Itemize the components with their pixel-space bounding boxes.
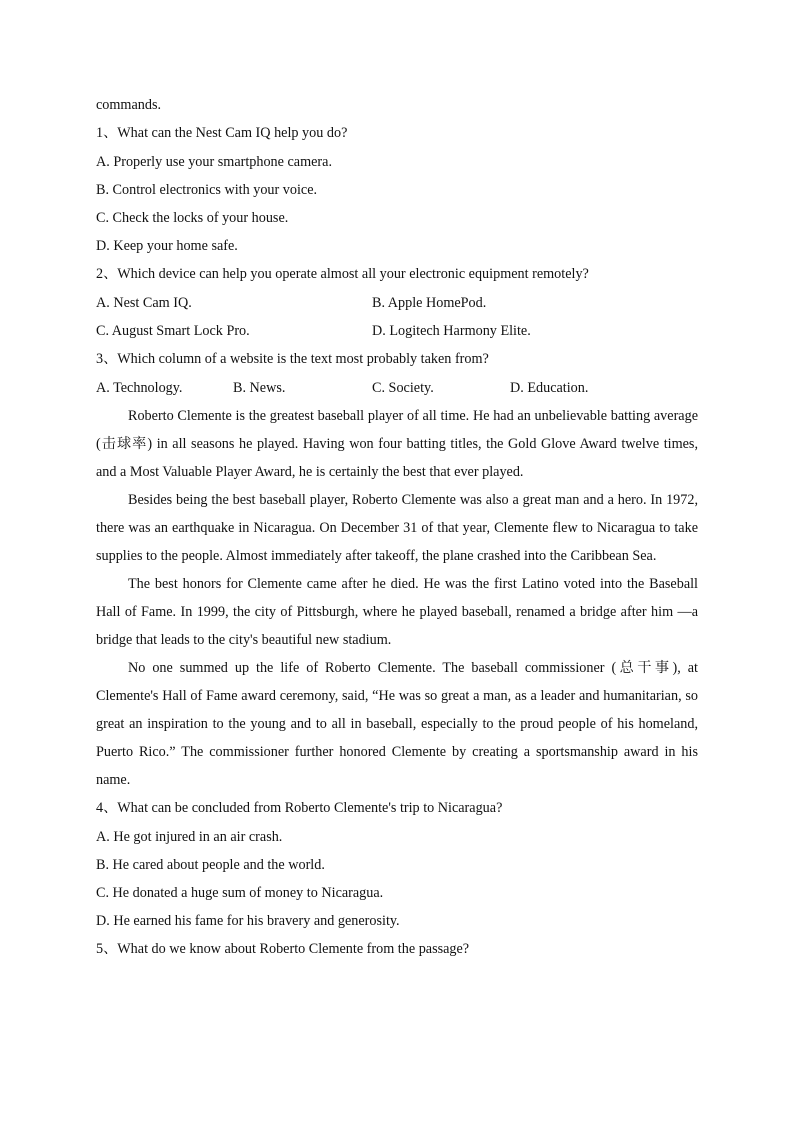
question-1-option-c: C. Check the locks of your house. (96, 210, 289, 226)
question-4-option-b: B. He cared about people and the world. (96, 857, 325, 873)
question-4-stem: 4、What can be concluded from Roberto Clemente's trip to Nicaragua? (96, 800, 503, 816)
question-3-options-row (96, 374, 698, 402)
question-2-options-row-2 (96, 317, 698, 345)
passage-paragraph-4: No one summed up the life of Roberto Clemente. The baseball commissioner (总干事), at Clemente's Hall of Fame award ceremony, said, “He was so great a man, as a leader and humanitarian, so great an inspiration to the young and to all in baseball, especially to the proud people of his homeland, Puerto Rico.” The commissioner further honored Clemente by creating a sportsmanship award in his name. (96, 660, 698, 788)
question-3-option-b: B. News. (233, 380, 286, 396)
question-2-option-c: C. August Smart Lock Pro. (96, 323, 250, 339)
question-2-option-d: D. Logitech Harmony Elite. (372, 323, 531, 339)
question-1-option-a: A. Properly use your smartphone camera. (96, 154, 332, 170)
question-1-stem: 1、What can the Nest Cam IQ help you do? (96, 125, 348, 141)
question-2-option-a: A. Nest Cam IQ. (96, 295, 192, 311)
question-4-option-c: C. He donated a huge sum of money to Nicaragua. (96, 885, 384, 901)
question-1-option-b: B. Control electronics with your voice. (96, 182, 318, 198)
passage-paragraph-1: Roberto Clemente is the greatest baseball player of all time. He had an unbelievable batting average (击球率) in all seasons he played. Having won four batting titles, the Gold Glove Award twelve times, and a Most Valuable Player Award, he is certainly the best that ever played. (96, 408, 698, 480)
question-1-option-d: D. Keep your home safe. (96, 238, 238, 254)
passage-paragraph-2: Besides being the best baseball player, Roberto Clemente was also a great man and a hero. In 1972, there was an earthquake in Nicaragua. On December 31 of that year, Clemente flew to Nicaragua to take supplies to the people. Almost immediately after takeoff, the plane crashed into the Caribbean Sea. (96, 492, 698, 564)
intro-tail-text: commands. (96, 97, 162, 113)
question-4-option-d: D. He earned his fame for his bravery and generosity. (96, 913, 400, 929)
question-3-option-a: A. Technology. (96, 380, 183, 396)
question-4-option-a: A. He got injured in an air crash. (96, 829, 283, 845)
question-3-option-d: D. Education. (510, 380, 589, 396)
passage-paragraph-3: The best honors for Clemente came after he died. He was the first Latino voted into the Baseball Hall of Fame. In 1999, the city of Pittsburgh, where he played baseball, renamed a bridge after him —a bridge that leads to the city's beautiful new stadium. (96, 576, 698, 648)
question-2-stem: 2、Which device can help you operate almost all your electronic equipment remotely? (96, 266, 589, 282)
question-2-options-row-1 (96, 289, 698, 317)
question-3-stem: 3、Which column of a website is the text most probably taken from? (96, 351, 489, 367)
question-5-stem: 5、What do we know about Roberto Clemente from the passage? (96, 941, 470, 957)
question-3-option-c: C. Society. (372, 380, 434, 396)
document-page (96, 91, 698, 964)
question-2-option-b: B. Apple HomePod. (372, 295, 487, 311)
